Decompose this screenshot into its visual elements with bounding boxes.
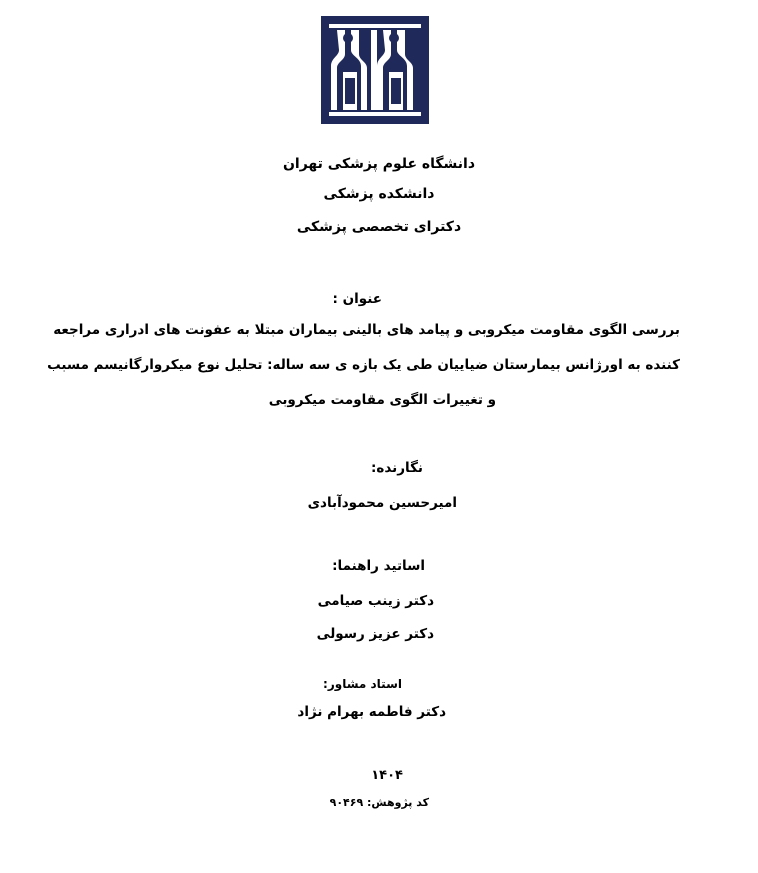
advisor-label: استاد مشاور: xyxy=(323,677,402,691)
year: ۱۴۰۴ xyxy=(371,768,403,783)
university-name: دانشگاه علوم پزشکی تهران xyxy=(282,156,476,172)
title-line-1: بررسی الگوی مقاومت میکروبی و پیامد های بالینی بیماران مبتلا به عفونت های ادراری مراجعه xyxy=(53,322,680,338)
author-name: امیرحسین محمودآبادی xyxy=(307,495,457,511)
faculty-name: دانشکده پزشکی xyxy=(323,186,435,202)
title-line-3: و تغییرات الگوی مقاومت میکروبی xyxy=(268,392,496,408)
advisor-name: دکتر فاطمه بهرام نژاد xyxy=(297,704,446,720)
author-label: نگارنده: xyxy=(371,460,423,476)
title-line-2: کننده به اورژانس بیمارستان ضیاییان طی یک بازه ی سه ساله: تحلیل نوع میکروارگانیسم مسبب xyxy=(47,357,680,373)
degree-name: دکترای تخصصی پزشکی xyxy=(296,219,462,235)
supervisor-name-2: دکتر عزیز رسولی xyxy=(316,626,434,642)
title-label: عنوان : xyxy=(332,291,382,307)
university-logo xyxy=(321,16,429,124)
research-code: کد پژوهش: ۹۰۴۶۹ xyxy=(329,796,429,809)
university-emblem-icon xyxy=(321,16,429,124)
supervisors-label: اساتید راهنما: xyxy=(332,558,425,574)
supervisor-name-1: دکتر زینب صیامی xyxy=(317,593,434,609)
